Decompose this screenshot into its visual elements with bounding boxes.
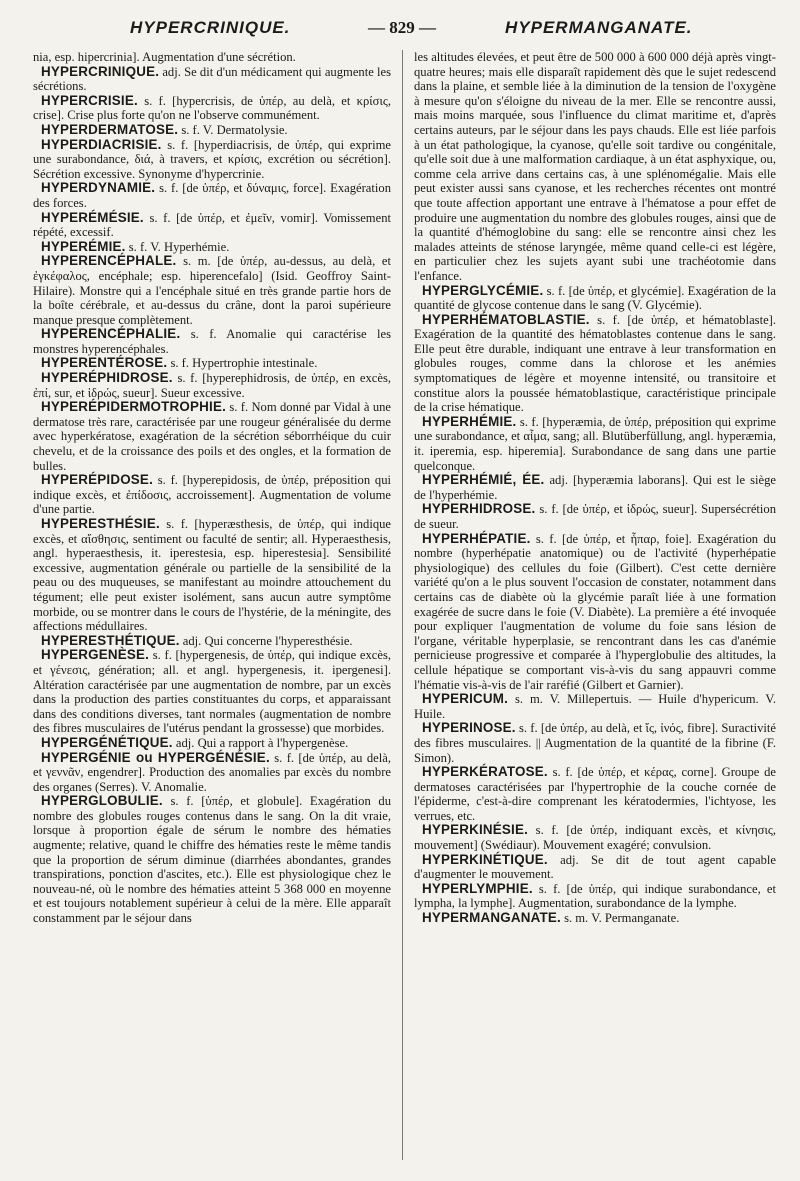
dictionary-entry	[414, 50, 776, 284]
entry-headword: HYPERKINÉTIQUE.	[422, 851, 548, 867]
dictionary-entry	[33, 634, 391, 649]
entry-definition: s. m. V. Millepertuis. — Huile d'hypericum. V. Huile.	[414, 692, 776, 721]
dictionary-entry	[414, 415, 776, 473]
dictionary-entry	[33, 751, 391, 795]
entry-definition: s. f. Nom donné par Vidal à une dermatose très rare, caractérisée par une rougeur généralisée du derme avec hyperkératose, exagération de la sécrétion séborrhéique du cuir chevelu, et de la croissance des poils et des ongles, et la formation de bulles.	[33, 400, 391, 473]
entry-headword: HYPERÉPIDOSE.	[41, 472, 153, 488]
entry-definition: s. f. [hypergenesis, de ὑπέρ, qui indique excès, et γένεσις, génération; all. et angl. hypergenesis, it. ipergenesi]. Altération caractérisée par une augmentation de nombre, par un excès dans la production des parties constituantes du corps, et apparaissant dans des conditions diverses, tant normales (augmentation de nombre des fibres musculaires de l'utérus pendant la grossesse) que morbides.	[33, 648, 391, 736]
page-number: — 829 —	[368, 18, 436, 37]
entry-definition: s. f. [hypercrisis, de ὑπέρ, au delà, et κρίσις, crise]. Crise plus forte qu'on ne l'observe communément.	[33, 93, 391, 123]
entry-definition: s. f. [de ὑπέρ, et ἐμεῖν, vomir]. Vomissement répété, excessif.	[33, 210, 391, 240]
entry-headword: HYPERKINÉSIE.	[422, 822, 529, 838]
entry-definition: s. f. [de ὑπέρ, au delà, et ἴς, ἰνός, fibre]. Suractivité des fibres musculaires. || Augmentation de la quantité de la fibrine (F. Simon).	[414, 721, 776, 765]
entry-headword: HYPERHÉMIE.	[422, 413, 517, 429]
entry-definition: s. f. [de ὑπέρ, et glycémie]. Exagération de la quantité de glycose contenue dans le sang (V. Glycémie).	[414, 283, 776, 313]
entry-headword: HYPERGÉNIE ou HYPERGÉNÉSIE.	[41, 749, 270, 765]
entry-headword: HYPERÉPIDERMOTROPHIE.	[41, 399, 226, 415]
entry-headword: HYPERÉMIE.	[41, 238, 126, 254]
entry-headword: HYPERKÉRATOSE.	[422, 764, 548, 780]
entry-definition: s. f. V. Dermatolysie.	[181, 122, 288, 137]
entry-definition: s. f. [de ὑπέρ, et κέρας, corne]. Groupe de dermatoses caractérisées par l'hypertrophie de la couche cornée de l'épiderme, c'est-à-dire comprenant les kératodermies, l'ichtyose, les verrues, etc.	[414, 765, 776, 823]
entry-definition: adj. Se dit de tout agent capable d'augmenter le mouvement.	[414, 852, 776, 882]
entry-headword: HYPERENCÉPHALE.	[41, 253, 177, 269]
column-divider	[402, 50, 403, 1160]
dictionary-entry	[414, 532, 776, 693]
dictionary-entry	[33, 371, 391, 400]
dictionary-entry	[33, 211, 391, 240]
entry-headword: HYPERGLYCÉMIE.	[422, 282, 544, 298]
dictionary-entry	[414, 692, 776, 721]
dictionary-entry	[414, 473, 776, 502]
entry-definition: s. f. [de ὑπέρ, et ἱδρώς, sueur]. Supersécrétion de sueur.	[414, 502, 776, 531]
dictionary-entry	[414, 853, 776, 882]
entry-headword: HYPERHÉMIÉ, ÉE.	[422, 472, 545, 488]
right-column	[414, 50, 776, 1160]
header-left-guideword: HYPERCRINIQUE.	[130, 18, 291, 37]
entry-definition: s. f. [de ὑπέρ, et ἧπαρ, foie]. Exagération du nombre (hyperhépatie anatomique) ou de l'activité (hyperhépatie physiologique) des cellules du foie (Gilbert). C'est cette dernière variété qu'on a le plus souvent l'occasion de constater, notamment dans certains cas de diabète où la glycémie paraît liée à une formation exagérée de sucre dans le foie (V. Diabète). La première a été invoquée pour expliquer l'augmentation de volume du foie sans lésion de l'organe, véritable hyperplasie, se rencontrant dans les cas d'anémie pernicieuse progressive et comparée à l'hyperglobulie des altitudes, la cellule hépatique se comportant vis-à-vis du sang appauvri comme l'hématie vis-à-vis de l'air raréfié (Gilbert et Garnier).	[414, 531, 776, 692]
entry-headword: HYPERESTHÉTIQUE.	[41, 632, 180, 648]
entry-definition: s. f. Anomalie qui caractérise les monstres hyperencéphales.	[33, 327, 391, 356]
entry-definition: s. f. V. Hyperhémie.	[128, 239, 230, 254]
dictionary-entry	[33, 794, 391, 925]
entry-headword: HYPERHÉPATIE.	[422, 530, 531, 546]
entry-definition: adj. Se dit d'un médicament qui augmente les sécrétions.	[33, 64, 391, 94]
dictionary-entry	[33, 517, 391, 634]
entry-definition: s. f. [hyperdiacrisis, de ὑπέρ, qui exprime une surabondance, διά, à travers, et κρίσις, excrétion ou sécrétion]. Sécrétion excessive. Synonyme d'hypercrinie.	[33, 137, 391, 181]
entry-definition: les altitudes élevées, et peut être de 500 000 à 600 000 déjà après vingt-quatre heures; mais elle disparaît rapidement dès que le sujet redescend dans la plaine, et semble liée à la diminution de la tension de l'oxygène à mesure qu'on s'éloigne du niveau de la mer. Elle se rencontre aussi, mais moins marquée, sous l'influence du climat maritime et, d'après certains auteurs, par le séjour dans les pays chauds. Elle est liée parfois à un état pathologique, la cyanose, qu'elle soit tardive ou congénitale, qu'elle soit due à une malformation cardiaque, à un état asphyxique, ou, comme cela arrive dans certains cas, à une splénomégalie. Mais elle peut exister aussi sans cyanose, et les recherches récentes ont montré que toute affection apportant une entrave à l'hématose a pour effet de produire une augmentation du nombre des globules rouges, ainsi que de la quantité d'hémoglobine du sang: elle se rencontre ainsi chez les malades atteints de sténose laryngée, même quand celle-ci est légère, en particulier chez les sujets ayant subi une trachéotomie dans l'enfance.	[414, 50, 776, 283]
entry-headword: HYPERESTHÉSIE.	[41, 516, 160, 531]
left-column	[33, 50, 391, 1160]
entry-definition: s. f. Hypertrophie intestinale.	[170, 356, 318, 371]
dictionary-entry	[414, 882, 776, 911]
running-header	[0, 18, 800, 44]
dictionary-entry	[414, 313, 776, 415]
entry-headword: HYPERÉMÉSIE.	[41, 209, 144, 225]
dictionary-entry	[414, 911, 776, 926]
dictionary-entry	[33, 123, 391, 138]
dictionary-entry	[414, 502, 776, 531]
entry-definition: s. f. [ὑπέρ, et globule]. Exagération du nombre des globules rouges contenus dans le sang. On la dit vraie, lorsque à proportion égale de sérum le nombre des hématies augmente; relative, quand le chiffre des hématies reste le même tandis que la proportion de sérum diminue (diarrhées abondantes, grandes transpirations, ponction d'ascites, etc.). Elle est physiologique chez le nouveau-né, où le nombre des hématies atteint 5 368 000 en moyenne et est toujours notablement supérieur à celui de la mère. Elle apparaît constamment par le séjour dans	[33, 794, 391, 926]
dictionary-entry	[33, 138, 391, 182]
dictionary-entry	[33, 736, 391, 751]
entry-definition: s. m. V. Permanganate.	[564, 911, 680, 926]
entry-headword: HYPERINOSE.	[422, 720, 516, 736]
entry-headword: HYPERGLOBULIE.	[41, 793, 163, 809]
entry-definition: s. f. [de ὑπέρ, au delà, et γεννᾶν, engendrer]. Production des anomalies par excès du nombre des organes (Serres). V. Anomalie.	[33, 750, 391, 794]
entry-definition: s. f. [hyperæmia, de ὑπέρ, préposition qui exprime une surabondance, et αἷμα, sang; all. Blutüberfüllung, angl. hyperæmia, it. iperemia, esp. hiperemia]. Surabondance de sang dans une partie quelconque.	[414, 414, 776, 473]
header-right-guideword: HYPERMANGANATE.	[505, 18, 693, 37]
dictionary-entry	[33, 400, 391, 473]
dictionary-entry	[414, 823, 776, 852]
entry-headword: HYPERDIACRISIE.	[41, 136, 162, 152]
entry-definition: nia, esp. hipercrinia]. Augmentation d'une sécrétion.	[33, 50, 296, 64]
dictionary-entry	[33, 240, 391, 255]
entry-headword: HYPERENTÉROSE.	[41, 355, 168, 371]
entry-headword: HYPERÉPHIDROSE.	[41, 370, 173, 386]
dictionary-entry	[33, 94, 391, 123]
dictionary-entry	[33, 65, 391, 94]
entry-definition: s. m. [de ὑπέρ, au-dessus, au delà, et ἐγκέφαλος, encéphale; esp. hiperencefalo] (Isid. Geoffroy Saint-Hilaire). Monstre qui a l'encéphale situé en très grande partie hors de la boîte cérébrale, et au-dessus du crâne, dont la paroi supérieure manque presque complètement.	[33, 254, 391, 327]
entry-headword: HYPERMANGANATE.	[422, 910, 561, 926]
dictionary-entry	[33, 648, 391, 736]
dictionary-entry	[414, 721, 776, 765]
entry-headword: HYPERICUM.	[422, 691, 509, 707]
dictionary-entry	[414, 284, 776, 313]
entry-headword: HYPERLYMPHIE.	[422, 880, 533, 896]
dictionary-entry	[33, 254, 391, 327]
entry-definition: s. f. [hyperæsthesis, de ὑπέρ, qui indique excès, et αἴσθησις, sentiment ou faculté de sentir; all. Hyperaesthesis, angl. hyperaesthesis, it. iperestesia, esp. hiperestesia]. Sensibilité excessive, augmentation générale ou partielle de la sensibilité de la peau ou des muqueuses, se manifestant au moindre attouchement du tégument; elle peut exister isolément, sans aucun autre symptôme morbide, ou se montrer dans le cours de l'hystérie, de la méningite, des affections médullaires.	[33, 517, 391, 634]
entry-headword: HYPERGENÈSE.	[41, 647, 150, 663]
entry-headword: HYPERHIDROSE.	[422, 501, 536, 517]
entry-definition: s. f. [hyperephidrosis, de ὑπέρ, en excès, ἐπί, sur, et ἱδρώς, sueur]. Sueur excessive.	[33, 371, 391, 400]
entry-definition: s. f. [de ὑπέρ, et hématoblaste]. Exagération de la quantité des hématoblastes contenue dans le sang. Elle peut être durable, indiquant une entrave à leur transformation en globules rouges, comme dans la chlorose et les anémies symptomatiques de légère et moyenne intensité, ou transitoire et constitue alors la poussée hématoblastique, caractéristique principale de la crise hématique.	[414, 312, 776, 415]
entry-headword: HYPERDERMATOSE.	[41, 121, 179, 137]
entry-definition: adj. [hyperæmia laborans]. Qui est le siège de l'hyperhémie.	[414, 473, 776, 502]
dictionary-entry	[414, 765, 776, 823]
dictionary-entry	[33, 356, 391, 371]
entry-definition: adj. Qui a rapport à l'hypergenèse.	[175, 735, 349, 750]
entry-definition: s. f. [hyperepidosis, de ὑπέρ, préposition qui indique excès, et ἐπίδοσις, accroissement]. Augmentation de volume d'une partie.	[33, 473, 391, 517]
entry-definition: adj. Qui concerne l'hyperesthésie.	[182, 633, 353, 648]
dictionary-entry	[33, 473, 391, 517]
entry-headword: HYPERDYNAMIE.	[41, 180, 156, 196]
entry-headword: HYPERGÉNÉTIQUE.	[41, 734, 173, 750]
entry-headword: HYPERENCÉPHALIE.	[41, 326, 181, 342]
entry-headword: HYPERCRISIE.	[41, 92, 138, 108]
entry-definition: s. f. [de ὑπέρ, qui indique surabondance, et lympha, la lymphe]. Augmentation, surabondance de la lymphe.	[414, 881, 776, 911]
entry-headword: HYPERHÉMATOBLASTIE.	[422, 311, 590, 327]
entry-definition: s. f. [de ὑπέρ, et δύναμις, force]. Exagération des forces.	[33, 181, 391, 210]
dictionary-entry	[33, 50, 391, 65]
entry-definition: s. f. [de ὑπέρ, indiquant excès, et κίνησις, mouvement] (Swédiaur). Mouvement exagéré; convulsion.	[414, 823, 776, 853]
entry-headword: HYPERCRINIQUE.	[41, 63, 160, 79]
dictionary-entry	[33, 181, 391, 210]
dictionary-entry	[33, 327, 391, 356]
